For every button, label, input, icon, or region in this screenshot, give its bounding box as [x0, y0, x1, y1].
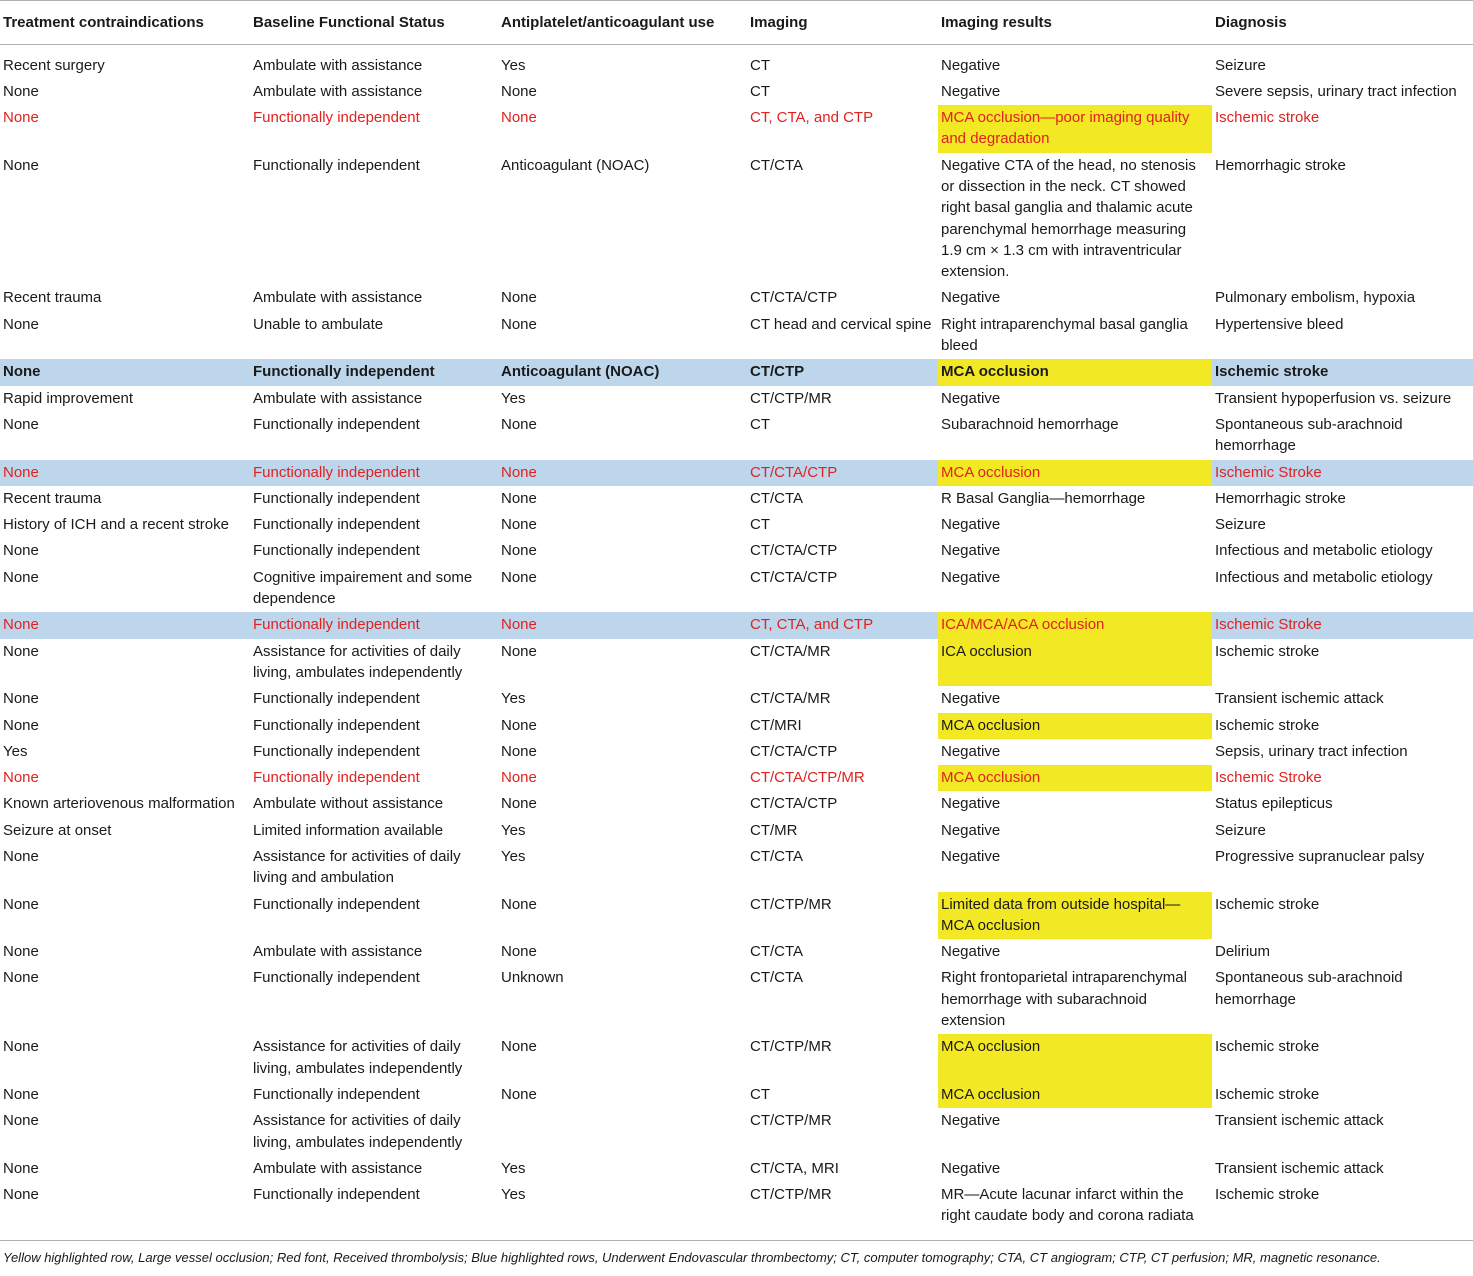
cell-antiplatelet-anticoagulant: None: [501, 489, 537, 507]
cell-diagnosis: Infectious and metabolic etiology: [1215, 568, 1433, 586]
cell-baseline-functional-status: Assistance for activities of daily living, ambulates independently: [253, 1038, 463, 1077]
cell-imaging: CT: [750, 415, 770, 433]
cell-baseline-functional-status: Functionally independent: [253, 415, 420, 433]
cell-imaging-results: MCA occlusion: [938, 1082, 1212, 1108]
cell-antiplatelet-anticoagulant: None: [501, 716, 537, 734]
cell-treatment-contraindications: None: [3, 1038, 39, 1056]
table-row: [0, 844, 1473, 892]
cell-diagnosis: Transient ischemic attack: [1215, 1159, 1384, 1177]
cell-treatment-contraindications: Recent trauma: [3, 489, 102, 507]
cell-diagnosis: Ischemic stroke: [1215, 895, 1320, 913]
cell-diagnosis: Transient hypoperfusion vs. seizure: [1215, 389, 1452, 407]
cell-antiplatelet-anticoagulant: None: [501, 1085, 537, 1103]
cell-antiplatelet-anticoagulant: None: [501, 795, 537, 813]
cell-diagnosis: Severe sepsis, urinary tract infection: [1215, 82, 1457, 100]
table-row: [0, 285, 1473, 311]
cell-treatment-contraindications: Seizure at onset: [3, 821, 112, 839]
cell-antiplatelet-anticoagulant: None: [501, 516, 537, 534]
cell-imaging: CT/CTA: [750, 848, 804, 865]
cell-antiplatelet-anticoagulant: Unknown: [501, 969, 564, 987]
cell-imaging-results: Limited data from outside hospital—MCA occlusion: [938, 892, 1212, 940]
patient-table: [0, 4, 1473, 1230]
cell-imaging: CT/CTP/MR: [750, 1112, 832, 1130]
cell-diagnosis: Ischemic stroke: [1215, 642, 1320, 660]
cell-baseline-functional-status: Ambulate with assistance: [253, 389, 423, 407]
table-row: [0, 713, 1473, 739]
table-row: [0, 79, 1473, 105]
cell-imaging-results: ICA occlusion: [938, 639, 1212, 687]
cell-treatment-contraindications: None: [3, 156, 39, 174]
cell-diagnosis: Spontaneous sub-arachnoid hemorrhage: [1215, 969, 1403, 1008]
cell-imaging-results: Right intraparenchymal basal ganglia bleed: [941, 315, 1188, 355]
table-row: [0, 105, 1473, 153]
table-body: [0, 44, 1473, 1230]
cell-antiplatelet-anticoagulant: Yes: [501, 389, 526, 407]
table-row: [0, 939, 1473, 965]
cell-diagnosis: Ischemic stroke: [1215, 1038, 1320, 1056]
table-row: [0, 359, 1473, 385]
cell-diagnosis: Ischemic Stroke: [1212, 460, 1473, 486]
cell-treatment-contraindications: None: [3, 415, 39, 433]
cell-imaging-results: Negative: [941, 389, 1001, 407]
cell-imaging: CT, CTA, and CTP: [750, 109, 874, 127]
cell-imaging-results: MCA occlusion: [938, 713, 1212, 739]
cell-treatment-contraindications: None: [3, 315, 39, 333]
cell-diagnosis: Hypertensive bleed: [1215, 315, 1344, 333]
cell-antiplatelet-anticoagulant: None: [498, 460, 747, 486]
cell-baseline-functional-status: Functionally independent: [253, 156, 420, 174]
table-footnote: Yellow highlighted row, Large vessel occlusion; Red font, Received thrombolysis; Blue highlighted rows, Underwent Endovascular thrombectomy; CT, computer tomography; CTA, CT angiogram; CTP, CT perfusion; MR, magnetic resonance.: [3, 1249, 1381, 1265]
cell-treatment-contraindications: None: [3, 1186, 39, 1204]
cell-treatment-contraindications: None: [0, 612, 250, 638]
cell-imaging-results: Negative: [941, 795, 1001, 813]
cell-antiplatelet-anticoagulant: Anticoagulant (NOAC): [501, 156, 650, 174]
cell-antiplatelet-anticoagulant: Yes: [501, 56, 526, 74]
cell-imaging: CT/CTA/CTP: [750, 795, 838, 813]
cell-treatment-contraindications: Yes: [3, 742, 28, 760]
cell-antiplatelet-anticoagulant: None: [501, 82, 537, 100]
cell-baseline-functional-status: Assistance for activities of daily living, ambulates independently: [253, 1112, 463, 1151]
cell-treatment-contraindications: None: [3, 1112, 39, 1130]
cell-imaging-results: MCA occlusion: [938, 765, 1212, 791]
cell-imaging-results: MCA occlusion—poor imaging quality and degradation: [938, 105, 1212, 153]
cell-diagnosis: Ischemic stroke: [1215, 1186, 1320, 1204]
cell-diagnosis: Hemorrhagic stroke: [1215, 489, 1346, 507]
cell-antiplatelet-anticoagulant: None: [501, 742, 537, 760]
cell-antiplatelet-anticoagulant: None: [498, 612, 747, 638]
cell-antiplatelet-anticoagulant: Yes: [501, 821, 526, 839]
cell-imaging-results: Subarachnoid hemorrhage: [941, 415, 1119, 433]
cell-antiplatelet-anticoagulant: Yes: [501, 1186, 526, 1204]
header-treatment-contraindications: Treatment contraindications: [3, 14, 204, 31]
cell-antiplatelet-anticoagulant: [498, 1108, 747, 1156]
table-row: [0, 1156, 1473, 1182]
cell-treatment-contraindications: Recent surgery: [3, 56, 105, 74]
table-row: [0, 739, 1473, 765]
cell-imaging-results: MR—Acute lacunar infarct within the right caudate body and corona radiata: [941, 1186, 1194, 1225]
cell-treatment-contraindications: Recent trauma: [3, 289, 102, 307]
cell-baseline-functional-status: Assistance for activities of daily living and ambulation: [253, 848, 461, 887]
cell-diagnosis: Seizure: [1215, 821, 1266, 839]
table-row: [0, 486, 1473, 512]
cell-imaging-results: ICA/MCA/ACA occlusion: [938, 612, 1212, 638]
cell-antiplatelet-anticoagulant: Yes: [501, 690, 526, 708]
table-row: [0, 1082, 1473, 1108]
cell-imaging-results: Negative: [941, 821, 1001, 839]
cell-imaging-results: Negative: [941, 848, 1001, 865]
cell-imaging: CT/MR: [750, 821, 798, 839]
cell-antiplatelet-anticoagulant: None: [501, 1038, 537, 1056]
table-row: [0, 1182, 1473, 1230]
cell-imaging-results: Right frontoparietal intraparenchymal hemorrhage with subarachnoid extension: [941, 969, 1187, 1030]
cell-imaging: CT/CTA/MR: [750, 690, 831, 708]
cell-antiplatelet-anticoagulant: None: [501, 542, 537, 560]
cell-antiplatelet-anticoagulant: None: [501, 289, 537, 307]
cell-baseline-functional-status: Ambulate with assistance: [253, 56, 423, 74]
table-row: [0, 538, 1473, 564]
cell-treatment-contraindications: None: [0, 359, 250, 385]
table-row: [0, 686, 1473, 712]
cell-imaging: CT/CTP: [747, 359, 938, 385]
header-imaging: Imaging: [750, 14, 808, 31]
cell-baseline-functional-status: Ambulate with assistance: [253, 82, 423, 100]
cell-baseline-functional-status: Ambulate without assistance: [253, 795, 444, 813]
cell-imaging-results: Negative: [941, 690, 1001, 708]
cell-imaging: CT/CTA, MRI: [750, 1159, 839, 1177]
cell-antiplatelet-anticoagulant: Anticoagulant (NOAC): [498, 359, 747, 385]
table-row: [0, 965, 1473, 1034]
cell-imaging: CT/CTA/CTP: [750, 542, 838, 560]
cell-treatment-contraindications: History of ICH and a recent stroke: [3, 516, 229, 534]
cell-treatment-contraindications: None: [3, 895, 39, 913]
cell-baseline-functional-status: Functionally independent: [253, 1085, 420, 1103]
table-row: [0, 460, 1473, 486]
cell-imaging: CT: [750, 82, 770, 100]
table-row: [0, 892, 1473, 940]
cell-baseline-functional-status: Assistance for activities of daily living, ambulates independently: [253, 642, 463, 681]
cell-diagnosis: Delirium: [1215, 943, 1271, 961]
cell-antiplatelet-anticoagulant: None: [501, 895, 537, 913]
cell-treatment-contraindications: Rapid improvement: [3, 389, 134, 407]
cell-imaging-results: Negative: [941, 1159, 1001, 1177]
cell-diagnosis: Status epilepticus: [1215, 795, 1333, 813]
cell-imaging: CT/CTP/MR: [750, 1038, 832, 1056]
cell-treatment-contraindications: None: [3, 109, 39, 127]
cell-baseline-functional-status: Ambulate with assistance: [253, 1159, 423, 1177]
cell-imaging: CT/CTA/CTP/MR: [750, 769, 865, 787]
cell-imaging-results: Negative: [941, 56, 1001, 74]
cell-baseline-functional-status: Functionally independent: [253, 895, 420, 913]
cell-imaging-results: Negative: [941, 289, 1001, 307]
cell-treatment-contraindications: None: [3, 82, 39, 100]
cell-imaging: CT/CTA/CTP: [750, 742, 838, 760]
cell-imaging: CT/CTA: [750, 943, 804, 961]
cell-antiplatelet-anticoagulant: None: [501, 943, 537, 961]
table-row: [0, 1108, 1473, 1156]
cell-imaging-results: Negative: [941, 82, 1001, 100]
cell-antiplatelet-anticoagulant: Yes: [501, 1159, 526, 1177]
table-row: [0, 639, 1473, 687]
top-rule: [0, 0, 1473, 1]
cell-baseline-functional-status: Functionally independent: [253, 109, 420, 127]
cell-baseline-functional-status: Functionally independent: [253, 969, 420, 987]
table-row: [0, 818, 1473, 844]
cell-antiplatelet-anticoagulant: None: [501, 109, 537, 127]
cell-imaging-results: Negative: [941, 516, 1001, 534]
cell-antiplatelet-anticoagulant: None: [501, 415, 537, 433]
cell-baseline-functional-status: Limited information available: [253, 821, 444, 839]
cell-antiplatelet-anticoagulant: None: [501, 769, 537, 787]
cell-treatment-contraindications: None: [3, 769, 39, 787]
table-row: [0, 565, 1473, 613]
cell-treatment-contraindications: None: [3, 568, 39, 586]
header-row: [0, 4, 1473, 44]
table-row: [0, 312, 1473, 360]
table-row: [0, 44, 1473, 79]
cell-imaging: CT: [750, 516, 770, 534]
cell-diagnosis: Hemorrhagic stroke: [1215, 156, 1346, 174]
header-antiplatelet-anticoagulant: Antiplatelet/anticoagulant use: [501, 14, 715, 31]
cell-baseline-functional-status: Functionally independent: [253, 542, 420, 560]
cell-imaging: CT/CTA/CTP: [747, 460, 938, 486]
cell-baseline-functional-status: Ambulate with assistance: [253, 943, 423, 961]
cell-imaging: CT/CTA/CTP: [750, 568, 838, 586]
table-row: [0, 153, 1473, 286]
cell-imaging-results: R Basal Ganglia—hemorrhage: [941, 489, 1146, 507]
cell-treatment-contraindications: None: [3, 716, 39, 734]
cell-imaging-results: MCA occlusion: [938, 359, 1212, 385]
cell-diagnosis: Ischemic stroke: [1215, 716, 1320, 734]
cell-imaging: CT/CTA/MR: [750, 642, 831, 660]
table-row: [0, 512, 1473, 538]
cell-treatment-contraindications: None: [3, 1159, 39, 1177]
header-imaging-results: Imaging results: [941, 14, 1052, 31]
table-row: [0, 412, 1473, 460]
cell-antiplatelet-anticoagulant: None: [501, 642, 537, 660]
cell-diagnosis: Ischemic Stroke: [1215, 769, 1322, 787]
cell-imaging-results: Negative: [941, 742, 1001, 760]
table-container: [0, 4, 1473, 1265]
cell-baseline-functional-status: Functionally independent: [253, 716, 420, 734]
cell-imaging-results: Negative: [941, 1112, 1001, 1130]
cell-diagnosis: Infectious and metabolic etiology: [1215, 542, 1433, 560]
cell-diagnosis: Transient ischemic attack: [1215, 690, 1384, 708]
cell-baseline-functional-status: Functionally independent: [253, 489, 420, 507]
cell-treatment-contraindications: None: [3, 1085, 39, 1103]
cell-diagnosis: Ischemic stroke: [1215, 109, 1320, 127]
cell-baseline-functional-status: Functionally independent: [253, 742, 420, 760]
cell-imaging: CT: [750, 1085, 770, 1103]
table-row: [0, 612, 1473, 638]
cell-imaging: CT/CTP/MR: [750, 895, 832, 913]
cell-imaging: CT/CTA: [750, 489, 804, 507]
cell-baseline-functional-status: Functionally independent: [253, 516, 420, 534]
cell-diagnosis: Progressive supranuclear palsy: [1215, 848, 1425, 865]
cell-baseline-functional-status: Functionally independent: [250, 359, 498, 385]
cell-baseline-functional-status: Ambulate with assistance: [253, 289, 423, 307]
cell-baseline-functional-status: Unable to ambulate: [253, 315, 384, 333]
header-baseline-functional-status: Baseline Functional Status: [253, 14, 445, 31]
cell-baseline-functional-status: Functionally independent: [253, 1186, 420, 1204]
cell-imaging: CT/CTA: [750, 969, 804, 987]
table-row: [0, 765, 1473, 791]
cell-baseline-functional-status: Functionally independent: [253, 690, 420, 708]
header-diagnosis: Diagnosis: [1215, 14, 1287, 31]
cell-antiplatelet-anticoagulant: None: [501, 568, 537, 586]
cell-treatment-contraindications: None: [3, 969, 39, 987]
cell-baseline-functional-status: Cognitive impairement and some dependence: [253, 568, 473, 608]
cell-imaging-results: Negative: [941, 542, 1001, 560]
cell-treatment-contraindications: None: [3, 943, 39, 961]
cell-imaging: CT/MRI: [750, 716, 802, 734]
cell-diagnosis: Sepsis, urinary tract infection: [1215, 742, 1408, 760]
cell-treatment-contraindications: None: [3, 542, 39, 560]
table-row: [0, 386, 1473, 412]
cell-diagnosis: Ischemic stroke: [1215, 1085, 1320, 1103]
cell-diagnosis: Ischemic stroke: [1212, 359, 1473, 385]
cell-diagnosis: Pulmonary embolism, hypoxia: [1215, 289, 1416, 307]
cell-imaging: CT, CTA, and CTP: [747, 612, 938, 638]
cell-diagnosis: Seizure: [1215, 56, 1266, 74]
cell-baseline-functional-status: Functionally independent: [253, 769, 420, 787]
cell-imaging-results: Negative: [941, 568, 1001, 586]
cell-baseline-functional-status: Functionally independent: [250, 612, 498, 638]
cell-imaging: CT/CTA/CTP: [750, 289, 838, 307]
cell-imaging-results: MCA occlusion: [938, 460, 1212, 486]
cell-treatment-contraindications: None: [3, 642, 39, 660]
cell-antiplatelet-anticoagulant: None: [501, 315, 537, 333]
cell-imaging-results: Negative: [941, 943, 1001, 961]
cell-imaging: CT head and cervical spine: [750, 315, 932, 333]
cell-imaging-results: Negative CTA of the head, no stenosis or dissection in the neck. CT showed right basal ganglia and thalamic acute parenchymal hemorrhage measuring 1.9 cm × 1.3 cm with intraventricular extension.: [941, 156, 1196, 281]
cell-diagnosis: Spontaneous sub-arachnoid hemorrhage: [1215, 415, 1403, 455]
cell-imaging: CT: [750, 56, 770, 74]
cell-treatment-contraindications: Known arteriovenous malformation: [3, 795, 235, 813]
cell-baseline-functional-status: Functionally independent: [250, 460, 498, 486]
cell-treatment-contraindications: None: [3, 690, 39, 708]
cell-imaging-results: MCA occlusion: [938, 1034, 1212, 1082]
table-row: [0, 1034, 1473, 1082]
cell-antiplatelet-anticoagulant: Yes: [501, 848, 526, 865]
cell-treatment-contraindications: None: [0, 460, 250, 486]
cell-diagnosis: Ischemic Stroke: [1212, 612, 1473, 638]
cell-treatment-contraindications: None: [3, 848, 39, 865]
cell-diagnosis: Transient ischemic attack: [1215, 1112, 1384, 1130]
cell-diagnosis: Seizure: [1215, 516, 1266, 534]
cell-imaging: CT/CTA: [750, 156, 804, 174]
cell-imaging: CT/CTP/MR: [750, 1186, 832, 1204]
cell-imaging: CT/CTP/MR: [750, 389, 832, 407]
table-row: [0, 791, 1473, 817]
